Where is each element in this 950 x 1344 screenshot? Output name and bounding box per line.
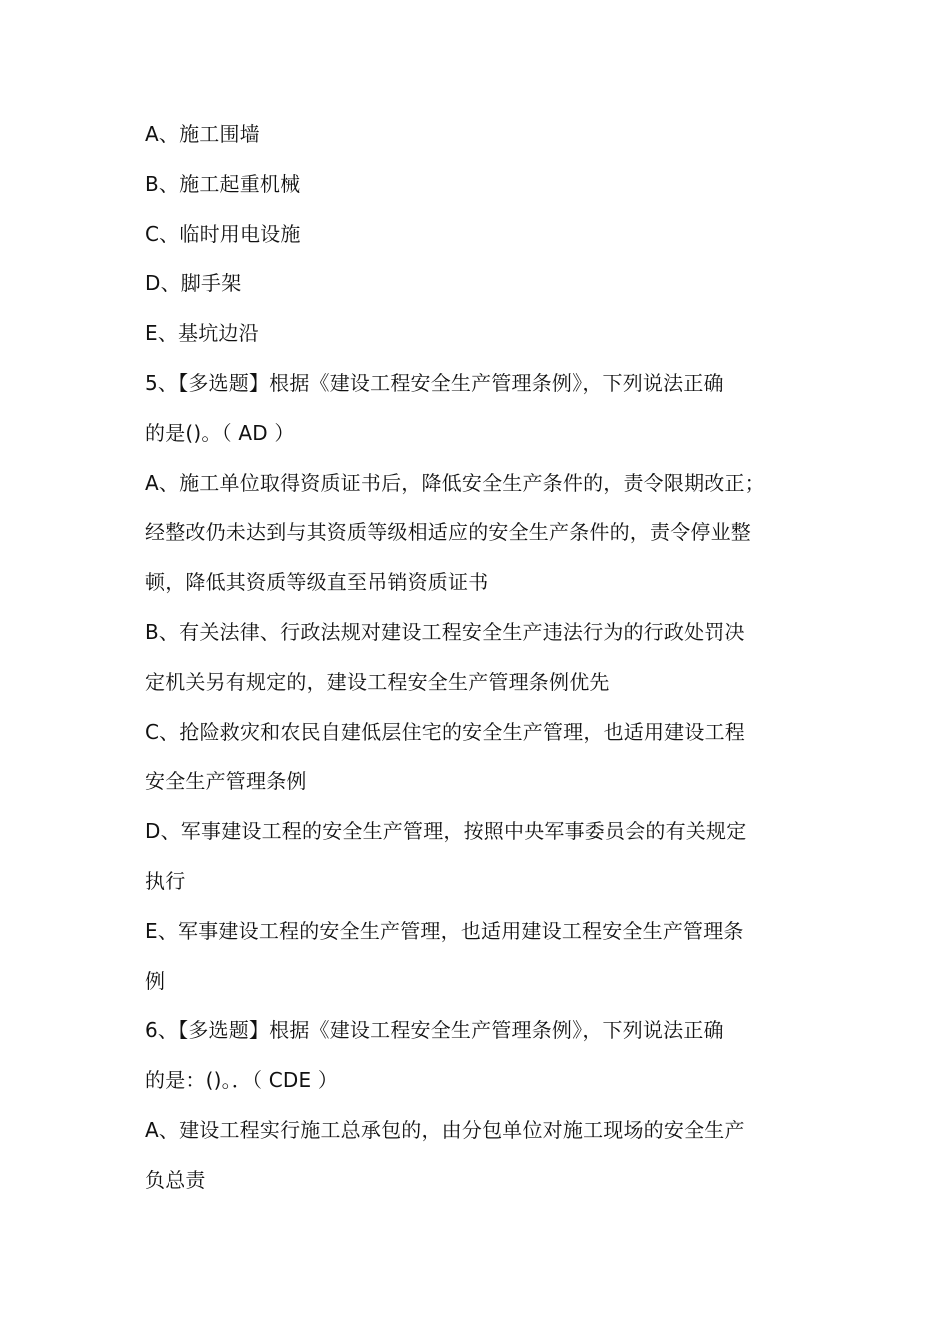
option-line: D、军事建设工程的安全生产管理，按照中央军事委员会的有关规定 <box>145 819 747 844</box>
option-line: 执行 <box>145 868 186 893</box>
option-line: B、有关法律、行政法规对建设工程安全生产违法行为的行政处罚决 <box>145 619 745 644</box>
option-line: 安全生产管理条例 <box>145 769 307 794</box>
option-line: 负总责 <box>145 1167 206 1192</box>
option-line: 例 <box>145 968 166 993</box>
document-body <box>145 110 810 1206</box>
option-line: A、施工围墙 <box>145 122 260 146</box>
option-line: A、施工单位取得资质证书后，降低安全生产条件的，责令限期改正； <box>145 470 765 495</box>
option-line: D、脚手架 <box>145 271 242 296</box>
option-line: 经整改仍未达到与其资质等级相适应的安全生产条件的，责令停业整 <box>145 520 751 545</box>
option-line: C、临时用电设施 <box>145 221 301 246</box>
option-line: B、施工起重机械 <box>145 171 301 196</box>
question-line: 的是()。（ AD ） <box>145 420 295 445</box>
option-line: E、军事建设工程的安全生产管理，也适用建设工程安全生产管理条 <box>145 918 744 943</box>
option-line: A、建设工程实行施工总承包的，由分包单位对施工现场的安全生产 <box>145 1117 745 1142</box>
question-line: 6、【多选题】根据《建设工程安全生产管理条例》，下列说法正确 <box>145 1018 724 1043</box>
option-line: C、抢险救灾和农民自建低层住宅的安全生产管理，也适用建设工程 <box>145 719 745 744</box>
question-line: 的是：()。．（ CDE ） <box>145 1068 339 1093</box>
question-line: 5、【多选题】根据《建设工程安全生产管理条例》，下列说法正确 <box>145 370 724 395</box>
option-line: 顿，降低其资质等级直至吊销资质证书 <box>145 570 489 595</box>
option-line: E、基坑边沿 <box>145 321 259 346</box>
option-line: 定机关另有规定的，建设工程安全生产管理条例优先 <box>145 669 610 694</box>
